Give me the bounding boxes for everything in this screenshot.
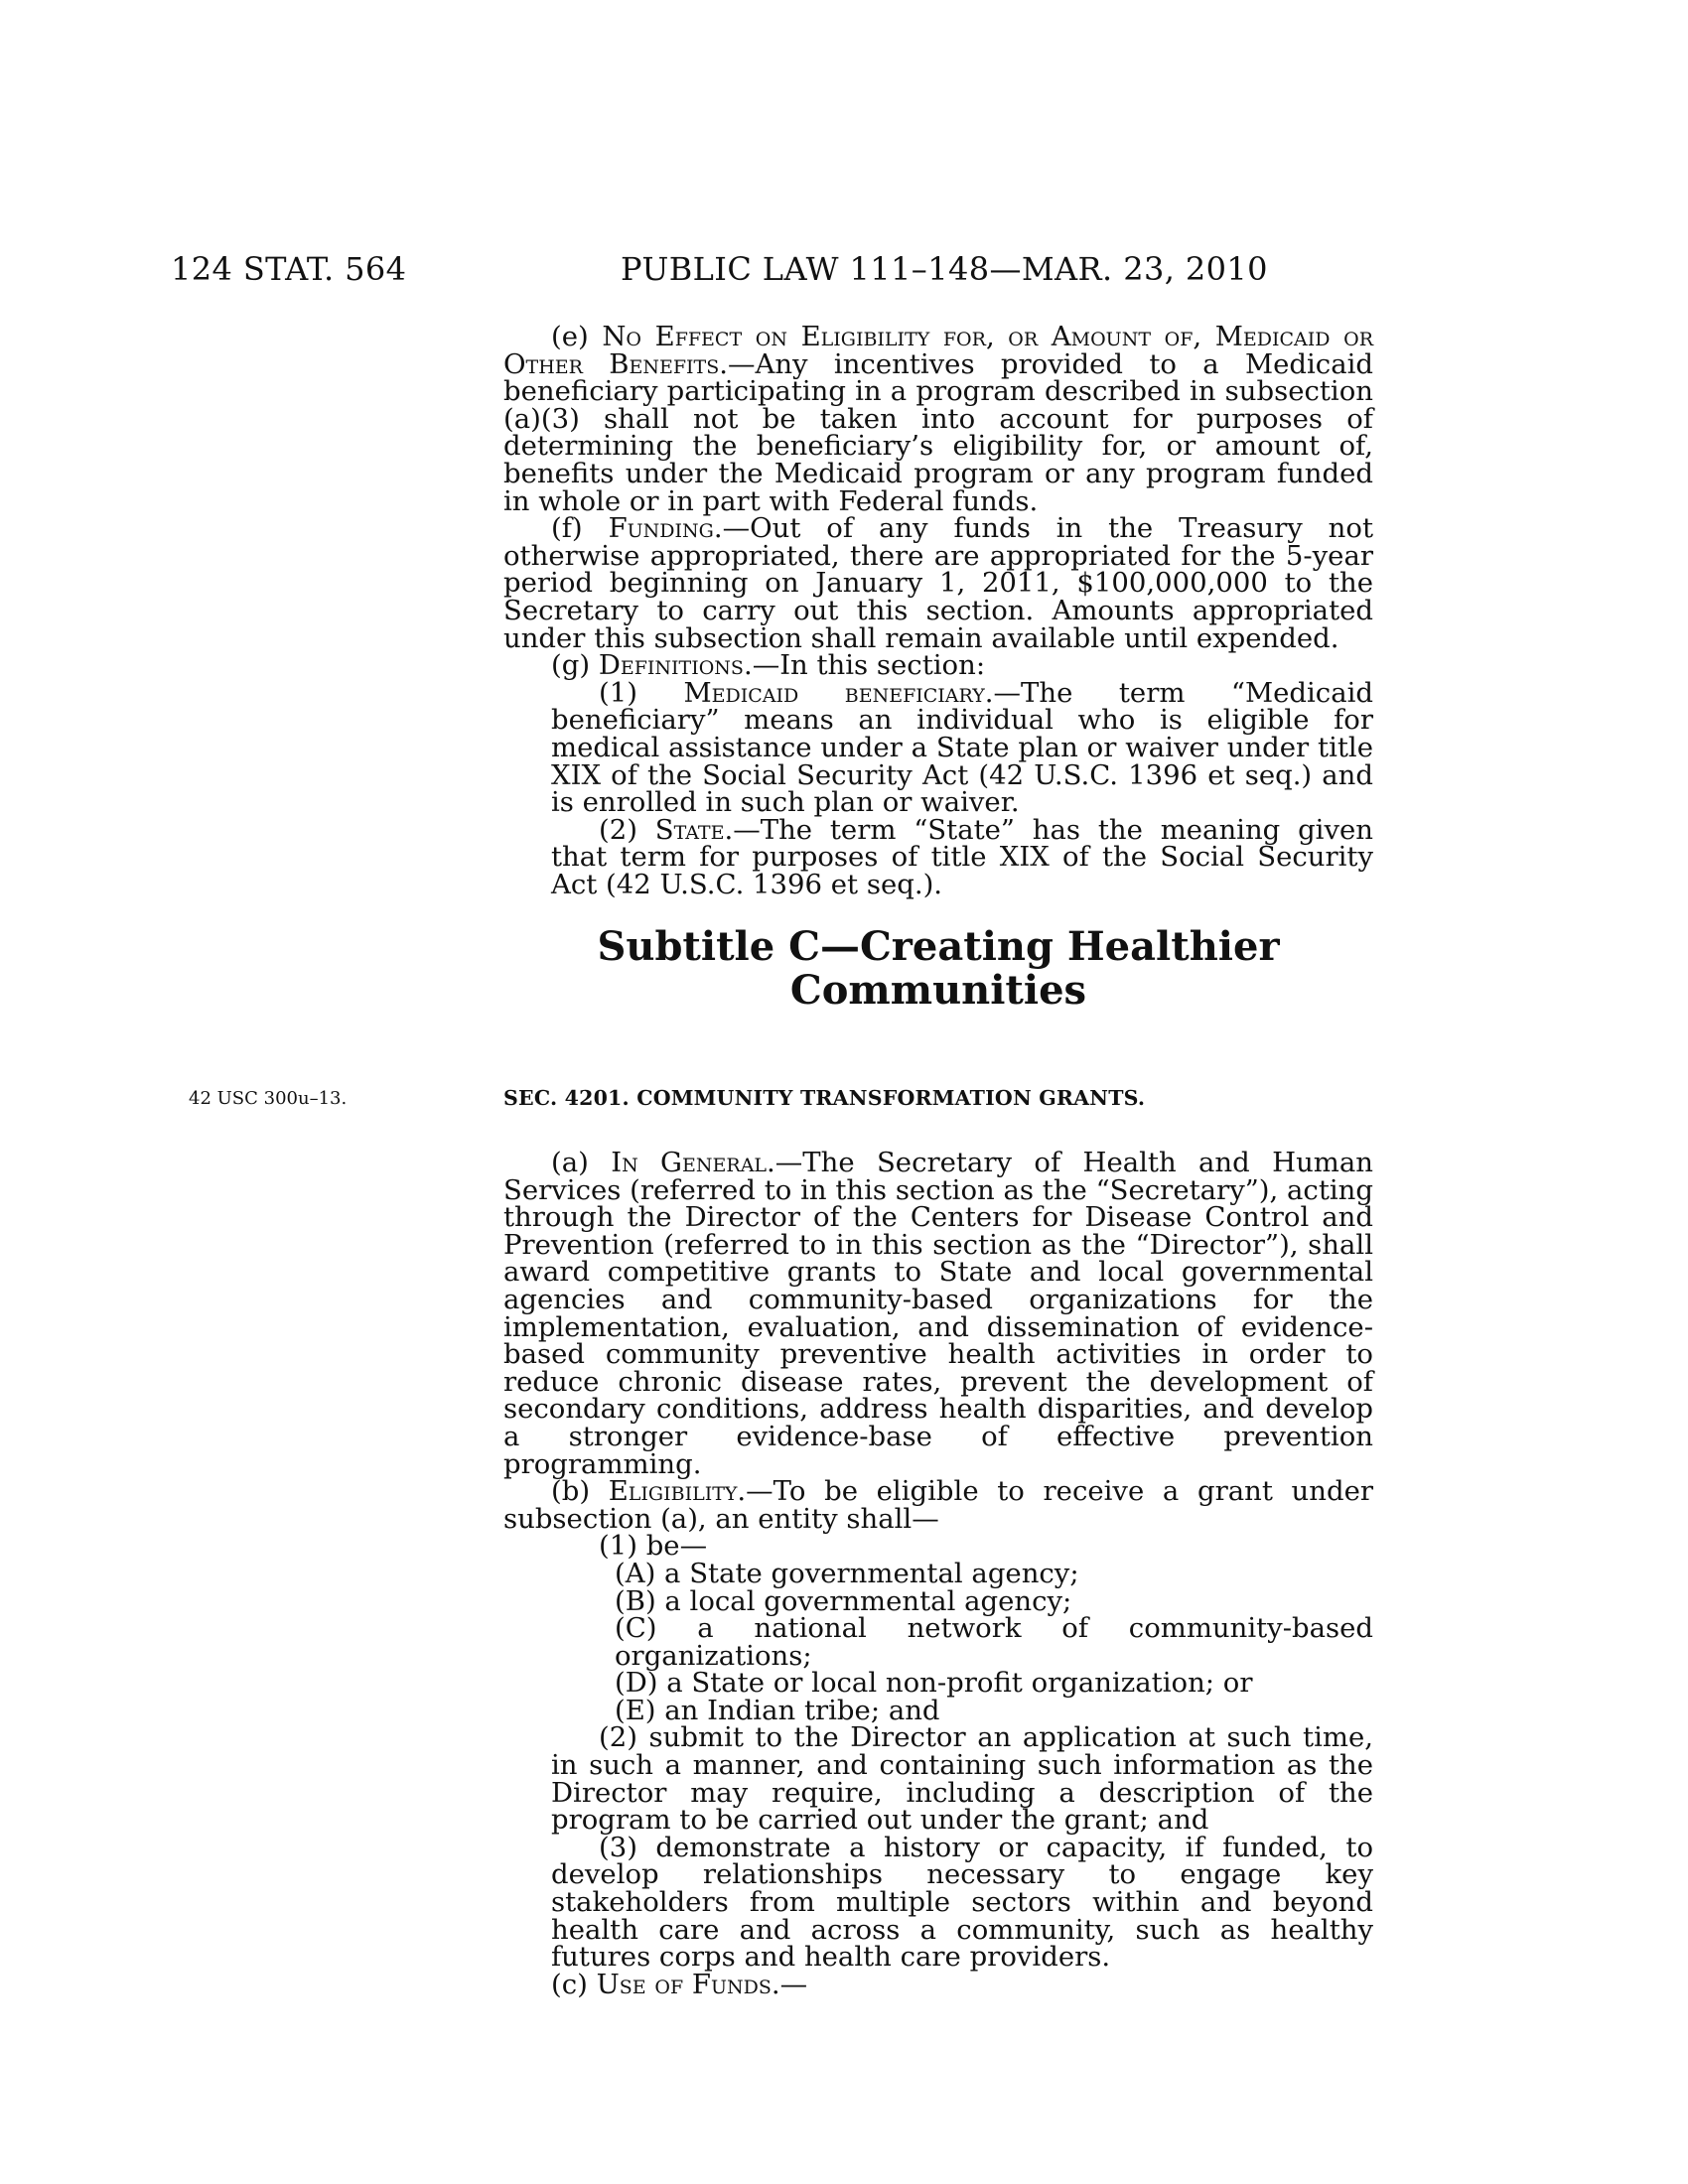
definition-2 xyxy=(503,813,1373,900)
subsection-g xyxy=(503,649,1373,682)
subsection-e-body: —Any incentives provided to a Medicaid beneficiary participating in a program described in subsection (a)(3) shall not be taken into account for purposes of determining the beneficiary’s eligibility for, or amount of, benefits under the Medicaid program or any program funded in whole or in part with Federal funds. xyxy=(503,347,1373,517)
section-4201-text xyxy=(503,1147,1373,2000)
subsection-c xyxy=(503,1968,1373,2000)
subsection-e-heading: No Effect on Eligibility for, or Amount of, Medicaid or Other Benefits. xyxy=(503,321,1373,380)
subsection-a-body: —The Secretary of Health and Human Services (referred to in this section as the “Secretary”), acting through the Director of the Centers for Disease Control and Prevention (referred to in this section as the “Director”), shall award competitive grants to State and local governmental agencies and community-based organizations for the implementation, evaluation, and dissemination of evidence-based community preventive health activities in order to reduce chronic disease rates, prevent the development of secondary conditions, address health disparities, and develop a stronger evidence-base of effective prevention programming. xyxy=(503,1147,1373,1480)
subsection-g-body: —In this section: xyxy=(752,649,986,682)
section-heading: SEC. 4201. COMMUNITY TRANSFORMATION GRANTS. xyxy=(503,1086,1146,1110)
clause-b-1-c-text: (C) a national network of community-based organizations; xyxy=(615,1612,1373,1672)
clause-b-1-a: (A) a State governmental agency; xyxy=(615,1557,1079,1589)
subsection-a-label: (a) xyxy=(551,1147,612,1178)
subsection-g-heading: Definitions. xyxy=(598,649,753,682)
margin-citation: 42 USC 300u–13. xyxy=(189,1088,348,1109)
clause-b-1-c xyxy=(503,1612,1373,1672)
subsection-f xyxy=(503,512,1373,654)
subsection-f-body: —Out of any funds in the Treasury not otherwise appropriated, there are appropriated for the 5-year period beginning on January 1, 2011, $100,000,000 to the Secretary to carry out this section. Amounts appropriated under this subsection shall remain available until expended. xyxy=(503,512,1373,654)
definition-2-body: —The term “State” has the meaning given that term for purposes of title XIX of the Social Security Act (42 U.S.C. 1396 et seq.). xyxy=(551,813,1373,900)
subsection-g-label: (g) xyxy=(551,649,599,682)
subtitle-line-1: Subtitle C—Creating Healthier xyxy=(597,923,1280,970)
running-header: PUBLIC LAW 111–148—MAR. 23, 2010 xyxy=(621,250,1268,288)
paragraph-b-2: (2) submit to the Director an application at such time, in such a manner, and containing such information as the Director may require, including a description of the program to be carried out under the grant; and xyxy=(551,1721,1373,1837)
subtitle-heading xyxy=(503,925,1373,1013)
subsection-e xyxy=(503,321,1373,517)
subsection-e-label: (e) xyxy=(551,321,603,352)
subsection-b-body: —To be eligible to receive a grant under subsection (a), an entity shall— xyxy=(503,1475,1373,1535)
definition-1-heading: Medicaid beneficiary. xyxy=(683,676,994,709)
subsection-f-heading: Funding. xyxy=(608,512,723,545)
paragraph-b-3: (3) demonstrate a history or capacity, if funded, to develop relationships necessary to engage key stakeholders from multiple sectors within and beyond health care and across a community, such as healthy futures corps and health care providers. xyxy=(551,1831,1373,1974)
subsection-b xyxy=(503,1475,1373,1535)
subsection-c-label: (c) xyxy=(551,1968,597,2000)
paragraph-b-1: (1) be— xyxy=(599,1530,708,1563)
clause-b-1-b: (B) a local governmental agency; xyxy=(615,1584,1072,1617)
subsection-f-label: (f) xyxy=(551,512,609,545)
subsection-c-heading: Use of Funds. xyxy=(596,1968,780,2000)
subsection-a xyxy=(503,1147,1373,1480)
definition-1-label: (1) xyxy=(599,676,684,709)
page-number: 124 STAT. 564 xyxy=(171,250,407,288)
subsection-c-body: — xyxy=(779,1968,808,2000)
clause-b-1-d: (D) a State or local non-profit organization; or xyxy=(615,1667,1253,1700)
definition-1-body: —The term “Medicaid beneficiary” means an individual who is eligible for medical assistance under a State plan or waiver under title XIX of the Social Security Act (42 U.S.C. 1396 et seq.) and is enrolled in such plan or waiver. xyxy=(551,676,1373,819)
clause-b-1-e: (E) an Indian tribe; and xyxy=(615,1694,940,1726)
subsection-a-heading: In General. xyxy=(611,1147,775,1178)
subsection-b-heading: Eligibility. xyxy=(608,1475,747,1508)
definition-2-label: (2) xyxy=(599,813,655,846)
continued-section-text xyxy=(503,321,1373,900)
subsection-b-label: (b) xyxy=(551,1475,609,1508)
subtitle-line-2: Communities xyxy=(789,967,1087,1014)
definition-2-heading: State. xyxy=(654,813,734,846)
definition-1 xyxy=(503,676,1373,819)
